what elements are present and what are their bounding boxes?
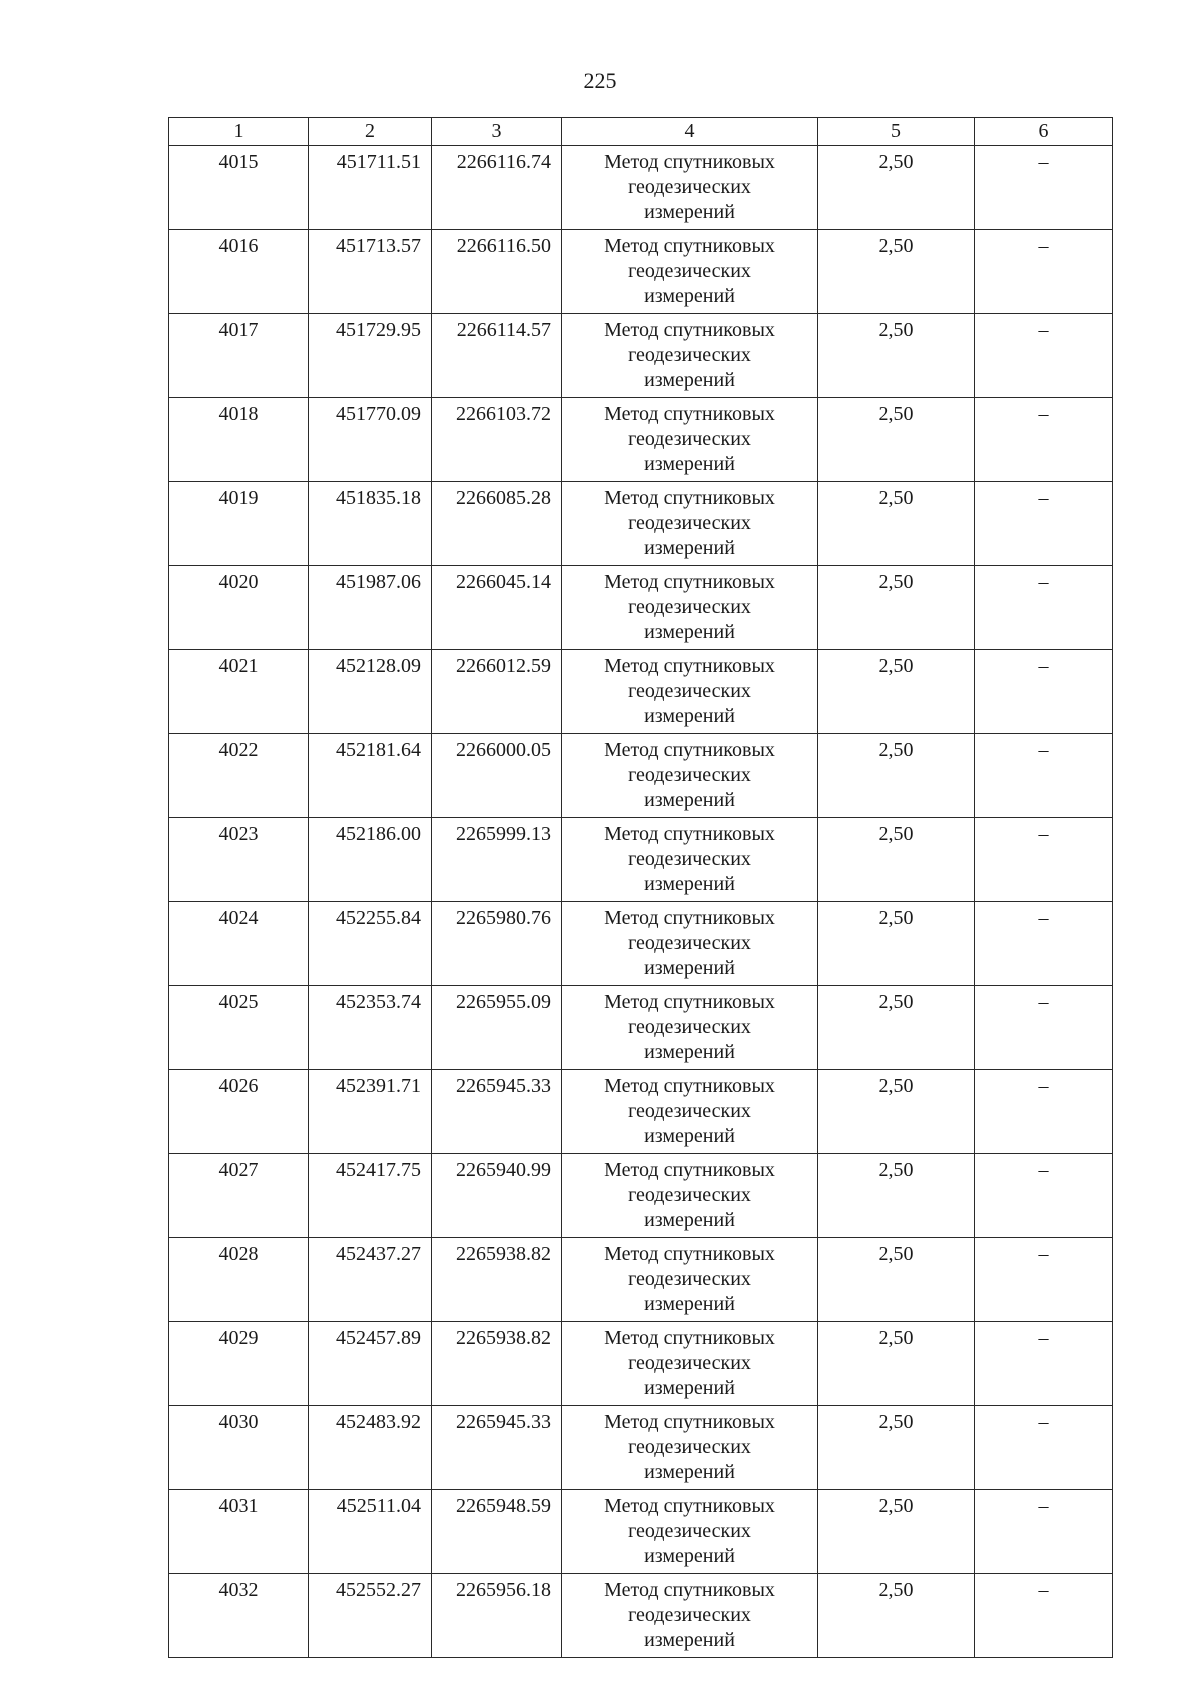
x-coordinate-cell: 452255.84: [309, 902, 432, 986]
table-row: [169, 482, 1113, 566]
method-cell: [562, 146, 818, 230]
y-coordinate-cell: 2265938.82: [432, 1238, 562, 1322]
method-line: геодезических: [628, 848, 751, 870]
note-cell: –: [975, 1406, 1113, 1490]
method-line: измерений: [644, 957, 735, 979]
note-cell: –: [975, 146, 1113, 230]
method-cell: [562, 650, 818, 734]
table-row: [169, 1070, 1113, 1154]
table-row: [169, 566, 1113, 650]
point-number-cell: 4017: [169, 314, 309, 398]
method-line: Метод спутниковых: [604, 739, 775, 761]
method-line: Метод спутниковых: [604, 907, 775, 929]
method-line: измерений: [644, 285, 735, 307]
table-row: [169, 1406, 1113, 1490]
method-cell: [562, 734, 818, 818]
method-cell: [562, 818, 818, 902]
method-line: измерений: [644, 537, 735, 559]
note-cell: –: [975, 818, 1113, 902]
accuracy-cell: 2,50: [818, 986, 975, 1070]
accuracy-cell: 2,50: [818, 818, 975, 902]
accuracy-cell: 2,50: [818, 902, 975, 986]
point-number-cell: 4026: [169, 1070, 309, 1154]
method-line: Метод спутниковых: [604, 487, 775, 509]
column-header-4: 4: [562, 118, 818, 146]
method-cell: [562, 1154, 818, 1238]
x-coordinate-cell: 451711.51: [309, 146, 432, 230]
x-coordinate-cell: 451770.09: [309, 398, 432, 482]
point-number-cell: 4015: [169, 146, 309, 230]
x-coordinate-cell: 451729.95: [309, 314, 432, 398]
method-line: геодезических: [628, 932, 751, 954]
note-cell: –: [975, 566, 1113, 650]
point-number-cell: 4028: [169, 1238, 309, 1322]
note-cell: –: [975, 230, 1113, 314]
note-cell: –: [975, 1574, 1113, 1658]
method-line: измерений: [644, 369, 735, 391]
note-cell: –: [975, 398, 1113, 482]
y-coordinate-cell: 2265940.99: [432, 1154, 562, 1238]
method-line: геодезических: [628, 1604, 751, 1626]
accuracy-cell: 2,50: [818, 566, 975, 650]
method-line: Метод спутниковых: [604, 1495, 775, 1517]
accuracy-cell: 2,50: [818, 314, 975, 398]
note-cell: –: [975, 734, 1113, 818]
method-line: Метод спутниковых: [604, 319, 775, 341]
x-coordinate-cell: 452552.27: [309, 1574, 432, 1658]
accuracy-cell: 2,50: [818, 482, 975, 566]
point-number-cell: 4022: [169, 734, 309, 818]
x-coordinate-cell: 451713.57: [309, 230, 432, 314]
accuracy-cell: 2,50: [818, 1070, 975, 1154]
x-coordinate-cell: 452511.04: [309, 1490, 432, 1574]
x-coordinate-cell: 452437.27: [309, 1238, 432, 1322]
note-cell: –: [975, 902, 1113, 986]
accuracy-cell: 2,50: [818, 398, 975, 482]
accuracy-cell: 2,50: [818, 1574, 975, 1658]
method-cell: [562, 986, 818, 1070]
method-line: геодезических: [628, 680, 751, 702]
table-row: [169, 650, 1113, 734]
method-line: измерений: [644, 1293, 735, 1315]
column-header-2: 2: [309, 118, 432, 146]
method-line: измерений: [644, 1629, 735, 1651]
method-cell: [562, 398, 818, 482]
method-line: Метод спутниковых: [604, 571, 775, 593]
method-line: геодезических: [628, 428, 751, 450]
method-line: геодезических: [628, 596, 751, 618]
x-coordinate-cell: 451835.18: [309, 482, 432, 566]
method-cell: [562, 1070, 818, 1154]
accuracy-cell: 2,50: [818, 1406, 975, 1490]
x-coordinate-cell: 452391.71: [309, 1070, 432, 1154]
y-coordinate-cell: 2265956.18: [432, 1574, 562, 1658]
table-header: [169, 118, 1113, 146]
table-row: [169, 1490, 1113, 1574]
x-coordinate-cell: 452181.64: [309, 734, 432, 818]
accuracy-cell: 2,50: [818, 734, 975, 818]
point-number-cell: 4024: [169, 902, 309, 986]
method-line: измерений: [644, 453, 735, 475]
x-coordinate-cell: 452353.74: [309, 986, 432, 1070]
point-number-cell: 4027: [169, 1154, 309, 1238]
column-header-5: 5: [818, 118, 975, 146]
method-line: измерений: [644, 1461, 735, 1483]
table-row: [169, 1238, 1113, 1322]
method-line: измерений: [644, 789, 735, 811]
method-line: геодезических: [628, 1100, 751, 1122]
table-row: [169, 1154, 1113, 1238]
method-cell: [562, 1406, 818, 1490]
point-number-cell: 4031: [169, 1490, 309, 1574]
point-number-cell: 4025: [169, 986, 309, 1070]
point-number-cell: 4023: [169, 818, 309, 902]
y-coordinate-cell: 2265938.82: [432, 1322, 562, 1406]
method-line: измерений: [644, 621, 735, 643]
accuracy-cell: 2,50: [818, 230, 975, 314]
method-line: Метод спутниковых: [604, 823, 775, 845]
method-line: геодезических: [628, 344, 751, 366]
method-line: геодезических: [628, 176, 751, 198]
y-coordinate-cell: 2266012.59: [432, 650, 562, 734]
method-cell: [562, 1238, 818, 1322]
table-row: [169, 398, 1113, 482]
note-cell: –: [975, 986, 1113, 1070]
y-coordinate-cell: 2265948.59: [432, 1490, 562, 1574]
method-line: геодезических: [628, 764, 751, 786]
point-number-cell: 4020: [169, 566, 309, 650]
x-coordinate-cell: 452186.00: [309, 818, 432, 902]
coordinates-table: [168, 117, 1113, 1658]
y-coordinate-cell: 2266116.50: [432, 230, 562, 314]
method-cell: [562, 482, 818, 566]
y-coordinate-cell: 2266085.28: [432, 482, 562, 566]
method-cell: [562, 1490, 818, 1574]
table-row: [169, 1574, 1113, 1658]
y-coordinate-cell: 2266045.14: [432, 566, 562, 650]
note-cell: –: [975, 1070, 1113, 1154]
method-line: измерений: [644, 705, 735, 727]
table-row: [169, 230, 1113, 314]
note-cell: –: [975, 482, 1113, 566]
y-coordinate-cell: 2265999.13: [432, 818, 562, 902]
method-line: измерений: [644, 201, 735, 223]
column-header-6: 6: [975, 118, 1113, 146]
y-coordinate-cell: 2266116.74: [432, 146, 562, 230]
method-line: геодезических: [628, 1520, 751, 1542]
note-cell: –: [975, 314, 1113, 398]
method-line: измерений: [644, 1041, 735, 1063]
point-number-cell: 4030: [169, 1406, 309, 1490]
point-number-cell: 4018: [169, 398, 309, 482]
note-cell: –: [975, 1154, 1113, 1238]
point-number-cell: 4029: [169, 1322, 309, 1406]
x-coordinate-cell: 452457.89: [309, 1322, 432, 1406]
method-line: измерений: [644, 1125, 735, 1147]
header-row: [169, 118, 1113, 146]
method-line: Метод спутниковых: [604, 1327, 775, 1349]
column-header-3: 3: [432, 118, 562, 146]
point-number-cell: 4019: [169, 482, 309, 566]
table-row: [169, 314, 1113, 398]
method-line: измерений: [644, 1545, 735, 1567]
note-cell: –: [975, 1322, 1113, 1406]
y-coordinate-cell: 2265980.76: [432, 902, 562, 986]
table-row: [169, 902, 1113, 986]
y-coordinate-cell: 2265945.33: [432, 1406, 562, 1490]
accuracy-cell: 2,50: [818, 1154, 975, 1238]
method-cell: [562, 314, 818, 398]
accuracy-cell: 2,50: [818, 1490, 975, 1574]
note-cell: –: [975, 650, 1113, 734]
method-cell: [562, 1574, 818, 1658]
method-line: Метод спутниковых: [604, 1579, 775, 1601]
method-line: Метод спутниковых: [604, 235, 775, 257]
table-row: [169, 986, 1113, 1070]
method-cell: [562, 1322, 818, 1406]
accuracy-cell: 2,50: [818, 1238, 975, 1322]
method-line: Метод спутниковых: [604, 1159, 775, 1181]
point-number-cell: 4032: [169, 1574, 309, 1658]
method-line: Метод спутниковых: [604, 1075, 775, 1097]
table-row: [169, 146, 1113, 230]
method-line: геодезических: [628, 512, 751, 534]
method-line: Метод спутниковых: [604, 151, 775, 173]
method-line: измерений: [644, 1209, 735, 1231]
table-row: [169, 734, 1113, 818]
method-line: геодезических: [628, 1436, 751, 1458]
method-cell: [562, 230, 818, 314]
y-coordinate-cell: 2266114.57: [432, 314, 562, 398]
accuracy-cell: 2,50: [818, 1322, 975, 1406]
column-header-1: 1: [169, 118, 309, 146]
method-line: измерений: [644, 873, 735, 895]
note-cell: –: [975, 1490, 1113, 1574]
note-cell: –: [975, 1238, 1113, 1322]
method-line: геодезических: [628, 1184, 751, 1206]
y-coordinate-cell: 2266000.05: [432, 734, 562, 818]
method-line: Метод спутниковых: [604, 655, 775, 677]
method-cell: [562, 902, 818, 986]
table-body: [169, 146, 1113, 1658]
method-line: Метод спутниковых: [604, 1411, 775, 1433]
method-line: геодезических: [628, 260, 751, 282]
method-line: измерений: [644, 1377, 735, 1399]
y-coordinate-cell: 2265955.09: [432, 986, 562, 1070]
accuracy-cell: 2,50: [818, 146, 975, 230]
y-coordinate-cell: 2266103.72: [432, 398, 562, 482]
method-line: геодезических: [628, 1268, 751, 1290]
method-line: Метод спутниковых: [604, 991, 775, 1013]
x-coordinate-cell: 452128.09: [309, 650, 432, 734]
point-number-cell: 4021: [169, 650, 309, 734]
x-coordinate-cell: 451987.06: [309, 566, 432, 650]
accuracy-cell: 2,50: [818, 650, 975, 734]
method-line: Метод спутниковых: [604, 1243, 775, 1265]
table-row: [169, 1322, 1113, 1406]
point-number-cell: 4016: [169, 230, 309, 314]
method-line: геодезических: [628, 1016, 751, 1038]
method-line: Метод спутниковых: [604, 403, 775, 425]
page-number: 225: [583, 68, 617, 93]
method-cell: [562, 566, 818, 650]
y-coordinate-cell: 2265945.33: [432, 1070, 562, 1154]
table-row: [169, 818, 1113, 902]
x-coordinate-cell: 452417.75: [309, 1154, 432, 1238]
x-coordinate-cell: 452483.92: [309, 1406, 432, 1490]
method-line: геодезических: [628, 1352, 751, 1374]
